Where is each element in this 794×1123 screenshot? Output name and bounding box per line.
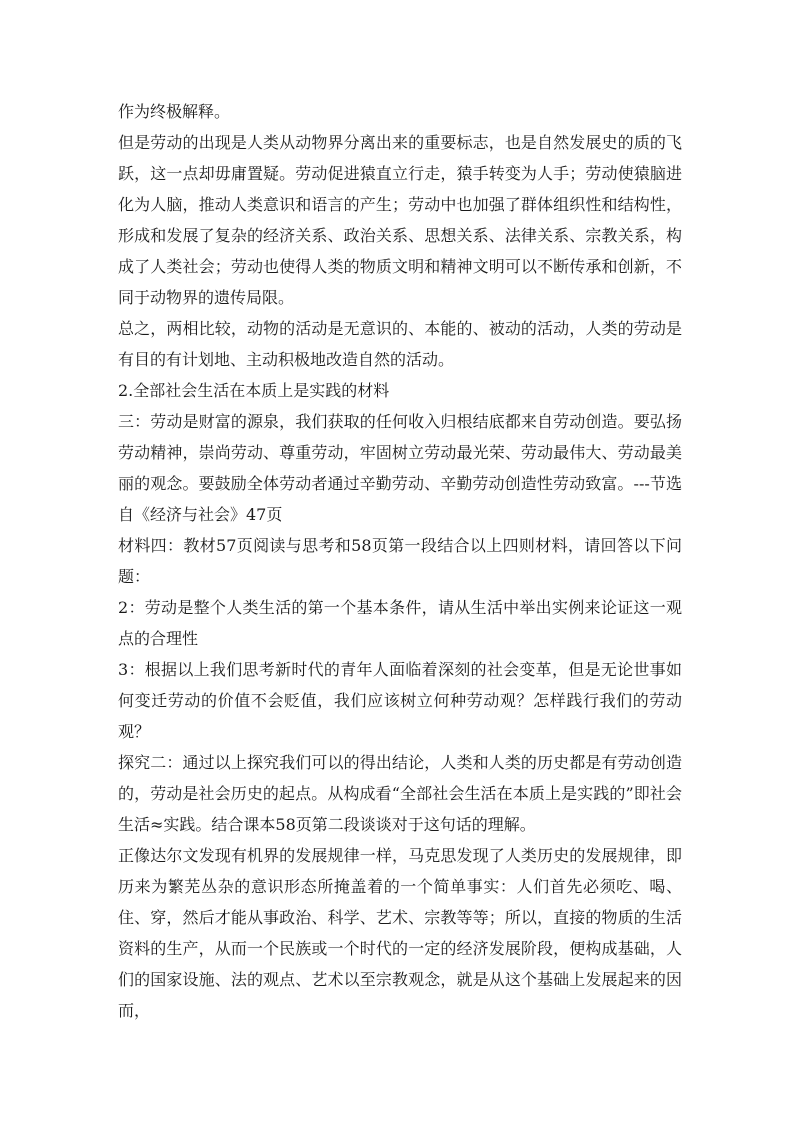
paragraph-material-three: 三：劳动是财富的源泉，我们获取的任何收入归根结底都来自劳动创造。要弘扬劳动精神，崇尚劳动、尊重劳动，牢固树立劳动最光荣、劳动最伟大、劳动最美丽的观念。要鼓励全体劳动者通过辛勤劳动、辛勤劳动创造性劳动致富。---节选自《经济与社会》47页 xyxy=(118,412,682,524)
paragraph-material-four: 材料四：教材57页阅读与思考和58页第一段结合以上四则材料，请回答以下问题： xyxy=(118,536,682,586)
paragraph-comparison-summary: 总之，两相比较，动物的活动是无意识的、本能的、被动的活动，人类的劳动是有目的有计划地、主动积极地改造自然的活动。 xyxy=(118,319,682,369)
document-page xyxy=(118,96,682,1026)
question-three: 3：根据以上我们思考新时代的青年人面临着深刻的社会变革，但是无论世事如何变迁劳动的价值不会贬值，我们应该树立何种劳动观？怎样践行我们的劳动观？ xyxy=(118,660,682,741)
question-two: 2：劳动是整个人类生活的第一个基本条件，请从生活中举出实例来论证这一观点的合理性 xyxy=(118,598,682,648)
paragraph-inquiry-two: 探究二：通过以上探究我们可以的得出结论，人类和人类的历史都是有劳动创造的，劳动是社会历史的起点。从构成看“全部社会生活在本质上是实践的”即社会生活≈实践。结合课本58页第二段谈谈对于这句话的理解。 xyxy=(118,753,682,834)
paragraph-intro-ending: 作为终极解释。 xyxy=(118,102,231,121)
paragraph-labor-significance: 但是劳动的出现是人类从动物界分离出来的重要标志，也是自然发展史的质的飞跃，这一点却毋庸置疑。劳动促进猿直立行走，猿手转变为人手；劳动使猿脑进化为人脑，推动人类意识和语言的产生；劳动中也加强了群体组织性和结构性，形成和发展了复杂的经济关系、政治关系、思想关系、法律关系、宗教关系，构成了人类社会；劳动也使得人类的物质文明和精神文明可以不断传承和创新，不同于动物界的遗传局限。 xyxy=(118,133,682,307)
paragraph-marx-quote: 正像达尔文发现有机界的发展规律一样，马克思发现了人类历史的发展规律，即历来为繁芜丛杂的意识形态所掩盖着的一个简单事实：人们首先必须吃、喝、住、穿，然后才能从事政治、科学、艺术、宗教等等；所以，直接的物质的生活资料的生产，从而一个民族或一个时代的一定的经济发展阶段，便构成基础，人们的国家设施、法的观点、艺术以至宗教观念，就是从这个基础上发展起来的因而， xyxy=(118,846,682,1020)
section-heading-material: 2.全部社会生活在本质上是实践的材料 xyxy=(118,381,390,400)
